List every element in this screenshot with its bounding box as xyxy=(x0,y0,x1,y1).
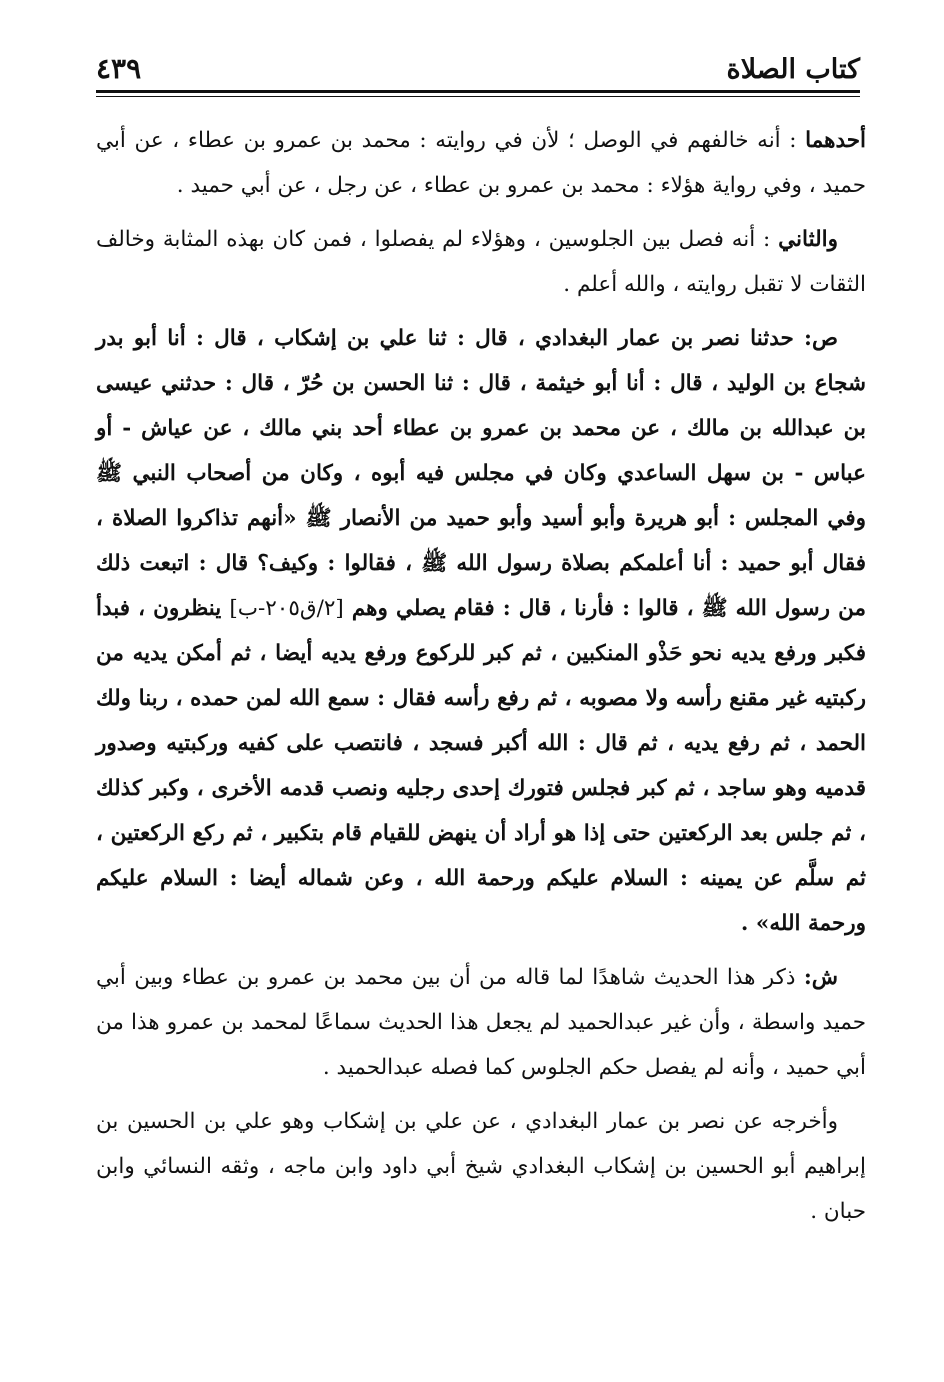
paragraph-lead: والثاني xyxy=(778,227,838,252)
paragraph-lead: ش: xyxy=(803,965,838,990)
paragraph-lead: ص: xyxy=(804,326,838,351)
paragraph-text: ذكر هذا الحديث شاهدًا لما قاله من أن بين محمد بن عمرو بن عطاء وبين أبي حميد واسطة ، وأن غير عبدالحميد لم يجعل هذا الحديث سماعًا لمحمد بن عمرو هذا من أبي حميد ، وأنه لم يفصل حكم الجلوس كما فصله عبدالحميد . xyxy=(96,965,866,1080)
paragraph-commentary xyxy=(96,955,866,1090)
paragraph-text: : أنه خالفهم في الوصل ؛ لأن في روايته : محمد بن عمرو بن عطاء ، عن أبي حميد ، وفي رواية هؤلاء : محمد بن عمرو بن عطاء ، عن رجل ، عن أبي حميد . xyxy=(96,128,866,198)
page-header xyxy=(96,48,860,88)
paragraph-lead: أحدهما xyxy=(805,128,867,153)
paragraph-text: وأخرجه عن نصر بن عمار البغدادي ، عن علي بن إشكاب وهو علي بن الحسين بن إبراهيم أبو الحسين بن إشكاب البغدادي شيخ أبي داود وابن ماجه ، وثقه النسائي وابن حبان . xyxy=(96,1109,866,1224)
body-text xyxy=(96,118,866,1243)
paragraph-first-point xyxy=(96,118,866,208)
paragraph-second-point xyxy=(96,217,866,307)
manuscript-reference: [٢/ق٢٠٥-ب] xyxy=(229,596,344,621)
running-title: كتاب الصلاة xyxy=(726,54,860,85)
page-number: ٤٣٩ xyxy=(96,52,142,85)
hadith-text-part-2: ينظرون ، فبدأ فكبر ورفع يديه نحو حَذْو المنكبين ، ثم كبر للركوع ورفع يديه أيضا ، ثم أمكن يديه من ركبتيه غير مقنع رأسه ولا مصوبه ، ثم رفع رأسه فقال : سمع الله لمن حمده ، ربنا ولك الحمد ، ثم رفع يديه ، ثم قال : الله أكبر فسجد ، فانتصب على كفيه وركبتيه وصدور قدميه وهو ساجد ، ثم كبر فجلس فتورك إحدى رجليه ونصب قدمه الأخرى ، وكبر كذلك ، ثم جلس بعد الركعتين حتى إذا هو أراد أن ينهض للقيام قام بتكبير ، ثم ركع الركعتين ، ثم سلَّم عن يمينه : السلام عليكم ورحمة الله ، وعن شماله أيضا : السلام عليكم ورحمة الله» . xyxy=(96,596,866,936)
paragraph-text: : أنه فصل بين الجلوسين ، وهؤلاء لم يفصلوا ، فمن كان بهذه المثابة وخالف الثقات لا تقبل روايته ، والله أعلم . xyxy=(96,227,866,297)
hadith-text-part-1: حدثنا نصر بن عمار البغدادي ، قال : ثنا علي بن إشكاب ، قال : أنا أبو بدر شجاع بن الوليد ، قال : أنا أبو خيثمة ، قال : ثنا الحسن بن حُرّ ، قال : حدثني عيسى بن عبدالله بن مالك ، عن محمد بن عمرو بن عطاء أحد بني مالك ، عن عياش - أو عباس - بن سهل الساعدي وكان في مجلس فيه أبوه ، وكان من أصحاب النبي ﷺ وفي المجلس : أبو هريرة وأبو أسيد وأبو حميد من الأنصار ﷺ «أنهم تذاكروا الصلاة ، فقال أبو حميد : أنا أعلمكم بصلاة رسول الله ﷺ ، فقالوا : وكيف؟ قال : اتبعت ذلك من رسول الله ﷺ ، قالوا : فأرنا ، قال : فقام يصلي وهم xyxy=(96,326,866,621)
paragraph-takhrij xyxy=(96,1099,866,1234)
header-rule xyxy=(96,90,860,97)
paragraph-hadith-text xyxy=(96,316,866,946)
